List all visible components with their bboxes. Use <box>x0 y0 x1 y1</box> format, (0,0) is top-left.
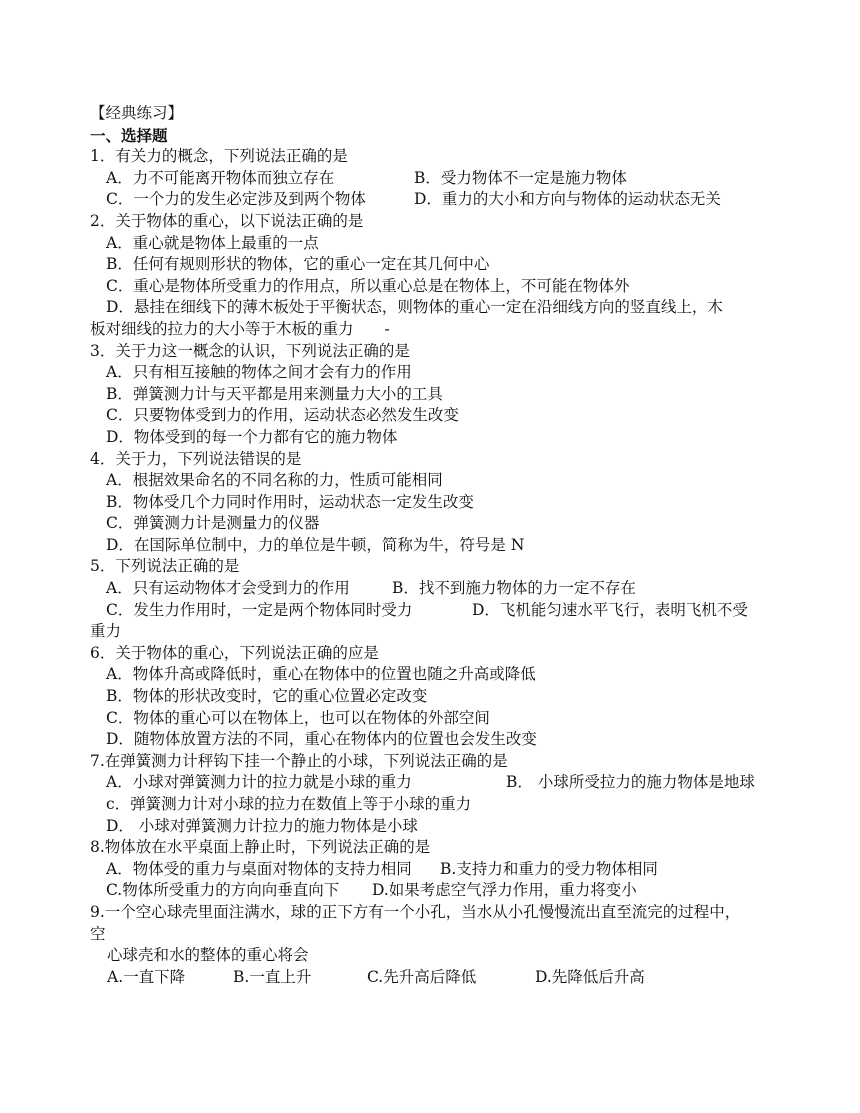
section-header: 【经典练习】 <box>90 104 184 122</box>
q7-options-row1 <box>90 772 780 794</box>
q5-option-c: C．发生力作用时，一定是两个物体同时受力 <box>106 600 413 619</box>
q7-stem: 7.在弹簧测力计秤钩下挂一个静止的小球，下列说法正确的是 <box>90 751 508 770</box>
q5-options-row1 <box>90 578 780 600</box>
q3-stem: 3．关于力这一概念的认识，下列说法正确的是 <box>90 341 410 360</box>
q3-option-a: A．只有相互接触的物体之间才会有力的作用 <box>106 363 412 382</box>
q8-option-d: D.如果考虑空气浮力作用，重力将变小 <box>372 881 637 900</box>
q9-option-a: A.一直下降 <box>107 967 186 986</box>
q9-stem-cont: 空 <box>90 924 106 943</box>
q3-option-c: C．只要物体受到力的作用，运动状态必然发生改变 <box>106 406 459 425</box>
q6-stem: 6．关于物体的重心，下列说法正确的应是 <box>90 643 379 662</box>
q2-option-a: A．重心就是物体上最重的一点 <box>106 233 319 252</box>
q9-option-d: D.先降低后升高 <box>535 967 645 986</box>
q4-stem: 4．关于力，下列说法错误的是 <box>90 449 302 468</box>
q5-option-d: D．飞机能匀速水平飞行，表明飞机不受 <box>472 600 748 619</box>
q9-options-row <box>90 967 780 989</box>
q9-stem-cont2: 心球壳和水的整体的重心将会 <box>107 946 309 965</box>
q2-option-d-cont: 板对细线的拉力的大小等于木板的重力 - <box>90 319 390 338</box>
q7-option-b: B． 小球所受拉力的施力物体是地球 <box>506 773 755 792</box>
q2-option-d: D．悬挂在细线下的薄木板处于平衡状态，则物体的重心一定在沿细线方向的竖直线上，木 <box>106 298 723 317</box>
q8-option-b: B.支持力和重力的受力物体相同 <box>440 859 658 878</box>
q1-option-b: B．受力物体不一定是施力物体 <box>414 168 627 187</box>
q8-option-c: C.物体所受重力的方向向垂直向下 <box>106 881 340 900</box>
q1-options-row1 <box>90 168 780 190</box>
q9-stem: 9.一个空心球壳里面注满水，球的正下方有一个小孔，当水从小孔慢慢流出直至流完的过程中， <box>90 902 741 921</box>
q7-option-c: c．弹簧测力计对小球的拉力在数值上等于小球的重力 <box>106 795 472 813</box>
q7-option-a: A．小球对弹簧测力计的拉力就是小球的重力 <box>106 773 412 792</box>
q1-options-row2 <box>90 189 780 211</box>
q1-option-a: A．力不可能离开物体而独立存在 <box>106 168 335 187</box>
q1-option-d: D．重力的大小和方向与物体的运动状态无关 <box>414 190 721 209</box>
q4-option-b: B．物体受几个力同时作用时，运动状态一定发生改变 <box>106 492 474 511</box>
q9-option-b: B.一直上升 <box>233 967 312 986</box>
q1-stem: 1．有关力的概念，下列说法正确的是 <box>90 147 348 166</box>
q8-stem: 8.物体放在水平桌面上静止时，下列说法正确的是 <box>90 838 431 857</box>
q8-option-a: A．物体受的重力与桌面对物体的支持力相同 <box>106 859 412 878</box>
q5-stem: 5．下列说法正确的是 <box>90 557 240 576</box>
q1-option-c: C．一个力的发生必定涉及到两个物体 <box>106 190 366 209</box>
q6-option-c: C．物体的重心可以在物体上，也可以在物体的外部空间 <box>106 708 490 727</box>
q3-option-b: B．弹簧测力计与天平都是用来测量力大小的工具 <box>106 384 443 403</box>
section-title: 一、选择题 <box>90 125 168 145</box>
q4-option-d: D．在国际单位制中，力的单位是牛顿，简称为牛，符号是 N <box>106 535 525 554</box>
q2-stem: 2．关于物体的重心，以下说法正确的是 <box>90 211 364 230</box>
q3-option-d: D．物体受到的每一个力都有它的施力物体 <box>106 427 398 446</box>
q4-option-a: A．根据效果命名的不同名称的力，性质可能相同 <box>106 471 443 490</box>
worksheet-content <box>90 103 780 988</box>
q6-option-a: A．物体升高或降低时，重心在物体中的位置也随之升高或降低 <box>106 665 536 684</box>
q6-option-d: D．随物体放置方法的不同，重心在物体内的位置也会发生改变 <box>106 730 537 749</box>
q5-option-b: B．找不到施力物体的力一定不存在 <box>392 579 636 598</box>
q8-options-row2 <box>90 880 780 902</box>
q9-option-c: C.先升高后降低 <box>367 967 477 986</box>
q5-option-d-cont: 重力 <box>90 622 122 641</box>
q2-option-c: C．重心是物体所受重力的作用点，所以重心总是在物体上，不可能在物体外 <box>106 276 630 295</box>
q4-option-c: C．弹簧测力计是测量力的仪器 <box>106 514 320 533</box>
q7-option-d: D． 小球对弹簧测力计拉力的施力物体是小球 <box>106 816 418 835</box>
q2-option-b: B．任何有规则形状的物体，它的重心一定在其几何中心 <box>106 255 490 274</box>
q5-options-row2 <box>90 600 780 622</box>
q5-option-a: A．只有运动物体才会受到力的作用 <box>106 579 350 598</box>
q8-options-row1 <box>90 859 780 881</box>
q6-option-b: B．物体的形状改变时，它的重心位置必定改变 <box>106 687 428 706</box>
